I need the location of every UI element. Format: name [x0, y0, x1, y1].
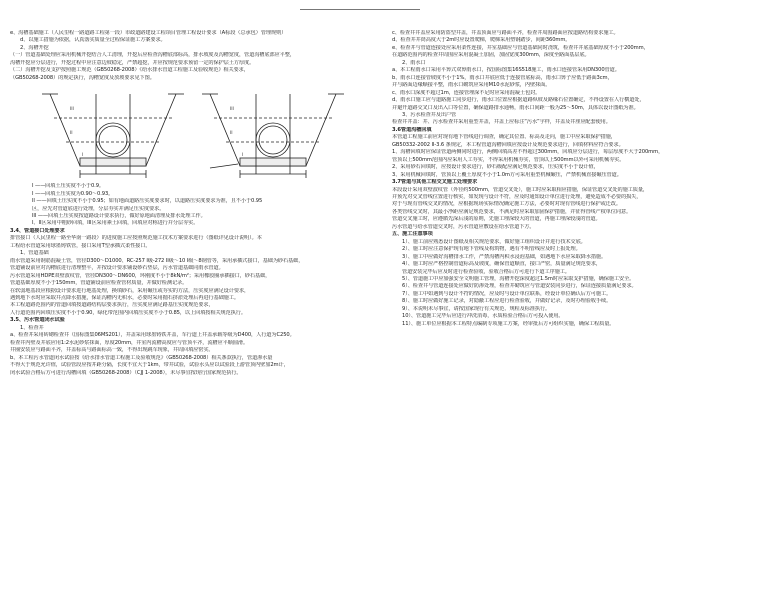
text-line: b、本工程污水管道闭水试验按《给水排水管道工程施工及验收规范》（GB50268-2008）相关条款执行，管道渗水量 — [10, 354, 273, 361]
text-line: 各类管线交叉时，其最小净距应满足规范要求，不满足时应采取加固保护措施，并征得管线产权单位同意。 — [392, 208, 632, 215]
section-heading: 3.5、污水管道闭水试验 — [10, 317, 65, 324]
text-line: 检查井井盖：井、污水检查井采用重型井盖，井盖上应标注“污水”字样，井盖及井座应配套使用。 — [392, 119, 611, 126]
text-line: 2、雨水口 — [402, 59, 426, 66]
text-line: 5）、管道施工中应加强安全文明施工管理，沟槽开挖深度超过1.5m时应采取支护措施，确保施工安全。 — [402, 275, 635, 282]
text-line: d、以施工措施为依据，认真落实质量全过程保证施工方案要求。 — [20, 37, 166, 44]
text-line: （二）沟槽开挖及支护按照施工规范（GB50268-2008）《给水排水管道工程施工及验收规范》相关要求， — [10, 67, 249, 74]
text-line: 1、检查井 — [20, 324, 44, 331]
section-heading: 3.4、管道接口处理要求 — [10, 227, 65, 234]
text-line: 10）、管道施工完毕后应进行冲洗消毒，水质检验合格后方可投入使用。 — [402, 313, 564, 320]
zone-label-ii-left: II — [70, 131, 73, 137]
text-line: 在软弱地基段应根据设计要求进行地基处理，换填砂石，采用碾压或夯实的方法，压实度应满足设计要求， — [10, 287, 250, 294]
text-line: （GB50268-2008）的规定执行，沟槽宽度及放坡要求见下图。 — [10, 74, 155, 81]
text-line: 并预先对交叉管线位置进行核实，如发现与设计不符，应及时通知设计单位进行处理，避免造成不必要的损失， — [392, 193, 642, 200]
section-heading: 3.6管道沟槽回填 — [392, 126, 432, 133]
text-line: 1、沟槽回填时应保证管道两侧同时进行，两侧回填高差不得超过300mm，回填应分层进行，每层厚度不大于200mm， — [392, 149, 664, 156]
right-column — [392, 30, 746, 328]
text-line: 管道安装完毕后应及时进行检查验收，验收合格后方可进行下道工序施工。 — [402, 268, 570, 275]
text-line: 2）、施工时应注意保护现有地下管线及构筑物，遇有不明管线应及时上报处理。 — [402, 246, 581, 253]
text-line: e、检查井与管道连接处应采用柔性连接，井室基础应与管道基础同时浇筑，检查井井底基础厚度不小于200mm， — [392, 44, 649, 51]
text-line: 2、采用砂石回填时，应按设计要求进行，砂石级配应满足规范要求，压实度不小于设计值， — [392, 164, 599, 171]
text-line: 管道交叉施工时，应遵循先深后浅的原则，先施工埋深较大的管道，再施工埋深较浅的管道。 — [392, 216, 601, 223]
zone-label-i-right: I — [242, 153, 244, 159]
text-line: 人行道范围内回填压实度不小于0.90，绿化带范围内回填压实度不小于0.85，以上回填按相关规范执行。 — [10, 309, 246, 316]
text-line: III ——回填土压实度按道路设计要求执行，做好原地面清理及排水处理工作。 — [32, 212, 206, 219]
text-line: d、检查井井筒高度大于2m时应设置爬梯，爬梯采用塑钢踏步，间距360mm。 — [392, 37, 571, 44]
text-line: 污水管道采用HDPE双壁波纹管，管径DN300～DN600，环刚度不小于8kN/m²；采用橡胶圈承插接口，砂石基础， — [10, 272, 271, 279]
text-line: 3、采用机械回填时，管顶以上覆土厚度不小于1.0m方可采用重型机械碾压，严禁机械直接碾压管道。 — [392, 171, 622, 178]
text-line: e、沟槽基础施工（人民里程一路道路工程第一段）市政道路建设工程项目管理工程设计要求（A标段（总承包）管理规则） — [10, 30, 287, 36]
left-column — [10, 30, 366, 377]
text-line: 雨水管道采用钢筋混凝土管，管径D300～D1000、RC-257 I级-272 II级～10 I级～8钢管等，采用承插式接口，基础为砂石基础， — [10, 257, 304, 264]
text-line: 检查井内壁及井底应用1:2水泥砂浆抹面，厚度20mm，井室内流槽高度应与管顶平齐，流槽应平顺圆滑。 — [10, 339, 249, 346]
text-line: 本段设计采用双壁波纹管（外径约500mm，管道交叉处），施工时应采取相应措施，保证管道交叉处的施工质量， — [392, 186, 649, 193]
text-line: 9）、本说明未尽事宜，请按国家现行有关规范、规程及标准执行。 — [402, 305, 551, 312]
text-line: 2、沟槽开挖 — [20, 44, 49, 51]
text-line: 在道路范围内的检查井周围应采用混凝土加固，加固宽度300mm，深度至路面基层底。 — [392, 52, 590, 59]
text-line: 沟槽开挖应分层进行，开挖过程中应注意边坡稳定，严禁超挖，并应按规范要求预留一定的保护层土方厚度。 — [10, 59, 255, 66]
text-line: 管道铺设前应对沟槽底进行清理整平，并按设计要求铺设砂石垫层，污水管道基础同雨水管道。 — [10, 265, 224, 272]
document-sheet — [10, 30, 748, 600]
text-line: 6）、检查井与管道连接处应做好防渗处理，检查井砌筑应与管道安装同步进行，保证连接质量满足要求。 — [402, 283, 637, 290]
text-line: 排管接口（人民里程一路至华南一路段）的进度施工应按照规范施工技术方案要求进行（图纸详见设计说明）。本 — [10, 235, 262, 242]
text-line: d、雨水口施工应与道路施工同步进行，雨水口位置应根据道路纵坡及路缘石位置确定，不得设置在人行横道处， — [392, 97, 645, 104]
text-line: 本工程道路范围内的管道回填按道路结构层要求执行，压实度应满足路基压实度规范要求， — [10, 302, 214, 309]
text-line: 3）、施工中应做好沟槽排水工作，严禁沟槽内积水浸泡基础，如遇地下水应采取降水措施。 — [402, 253, 607, 260]
text-line: 11）、施工单位应根据本工程特点编制专项施工方案，经审批后方可组织实施，确保工程质量。 — [402, 320, 615, 327]
text-line: 闭水试验合格后方可进行沟槽回填（GB50268-2008）（CJJ 1-2008），未尽事宜按现行国家规范执行。 — [10, 369, 242, 376]
text-line: I ——回填土压实度不小于0.9。 — [32, 183, 104, 190]
text-line: 8）、施工时应做好施工记录，对隐蔽工程应进行检查验收，并做好记录，及时办理验收手续。 — [402, 298, 612, 305]
zone-label-iii-left: III — [70, 107, 74, 113]
zone-label-ii-right: II — [230, 131, 233, 137]
text-line: 并避开道路交叉口及出入口等位置，确保道路排水通畅，雨水口间距一般为25～50m，具体以设计图纸为准。 — [392, 104, 639, 111]
text-line: II ——回填土压实度不小于0.95；如有地面道路压实度要求时，以道路压实度要求为准，且不小于0.95 — [32, 198, 263, 205]
text-line: （一）管道基础处理应采用机械开挖结合人工清理，开挖后应检查沟槽底部标高，排水坡度及沟槽宽度，管道沟槽底部应平整， — [10, 52, 295, 59]
text-line: I ——回填土压实度为0.90～0.93。 — [32, 190, 114, 197]
text-line: 4）、施工时应严格控制管道标高及坡度，确保管道顺直，接口严密，质量满足规范要求， — [402, 261, 602, 268]
text-line: c、雨水口深度不超过1m，连接管埋深不足时应采用混凝土包封。 — [392, 89, 541, 96]
header-rule — [300, 9, 420, 10]
text-line: 区，应先对管道底进行处理，分层夯实并满足压实度要求。 — [32, 205, 165, 212]
text-line: 遇到地下水时应采取井点降水措施，保证沟槽内无积水，必要时采用抛石挤淤处理后再进行基础施工。 — [10, 294, 239, 301]
text-line: c、检查井井盖应采用防盗型井盖，井盖顶面应与路面平齐，检查井周围路面应按道路结构要求施工。 — [392, 30, 619, 36]
text-line: a、本工程雨水口采用平箅式双箅雨水口，按国标图集16S518施工，雨水口连接管采用DN300管道。 — [392, 67, 620, 74]
text-line: 工程给水管道采用球墨铸铁管，接口采用T型承插式柔性接口。 — [10, 242, 151, 249]
zone-label-i-left: I — [82, 153, 84, 159]
text-line: 管道基础厚度不小于150mm，管道铺设前应检查管材质量，并做好检测记录。 — [10, 280, 188, 287]
text-line: 3、污水检查井及出户管 — [402, 111, 457, 118]
section-heading: 五、施工注意事项 — [392, 231, 433, 238]
trench-section-diagram — [10, 84, 360, 180]
section-heading: 3.7管道与其他工程交叉施工处理要求 — [392, 179, 478, 186]
zone-label-iii-right: III — [230, 107, 234, 113]
text-line: 1）、施工前应熟悉设计图纸及相关规范要求，做好施工组织设计并进行技术交底。 — [402, 238, 586, 245]
text-line: 并与路面边缘顺接平整，雨水口砌筑应采用M10水泥砂浆，内壁抹面。 — [392, 82, 551, 89]
text-line: GB50332-2002 II-3.6 条规定，本工程管道沟槽回填应按设计及规范要求进行，回填材料应符合要求。 — [392, 141, 624, 148]
trench-section-figure — [10, 84, 366, 180]
text-line: 对于与现有管线交叉的情况，应根据现场实际情况确定施工方法，必要时对现有管线进行保护或迁改。 — [392, 201, 621, 208]
text-line: 7）、施工中如遇到与设计不符的情况，应及时与设计单位联系，经设计单位确认后方可施工。 — [402, 290, 612, 297]
text-line: 井圈安装应与路面平齐，井盖标高与路面标高一致，不得出现跳车现象，井周回填应密实。 — [10, 347, 214, 354]
text-line: 管顶以上500mm范围内应采用人工夯实，不得采用机械夯实，管顶以上500mm以外可采用机械夯实。 — [392, 156, 625, 163]
text-line: a、检查井采用砖砌检查井（国标图集06MS201），井盖采用球墨铸铁井盖，车行道上井盖承载等级为D400，人行道为C250。 — [10, 332, 295, 339]
text-line: b、雨水口连接管坡度不小于1%，雨水口井底应低于连接管底标高，雨水口箅子应低于路面3cm， — [392, 74, 613, 81]
text-line: 1、管道基础 — [20, 250, 49, 257]
text-line: 本管道工程施工前应对现有地下管线进行调查，确定其位置、标高及走向，施工中应采取保护措施， — [392, 134, 616, 141]
text-line: 污水管道与给水管道交叉时，污水管道应敷设在给水管道下方。 — [392, 223, 535, 230]
text-line: I、II区采用中粗砂回填，III区采用素土回填，回填应对称进行并分层夯实。 — [32, 220, 199, 227]
text-line: 不得大于规范允许值，试验管段应按井距分隔，长度不宜大于1km，带井试验，试验水头应以试验段上游管顶内壁加2m计， — [10, 362, 289, 369]
